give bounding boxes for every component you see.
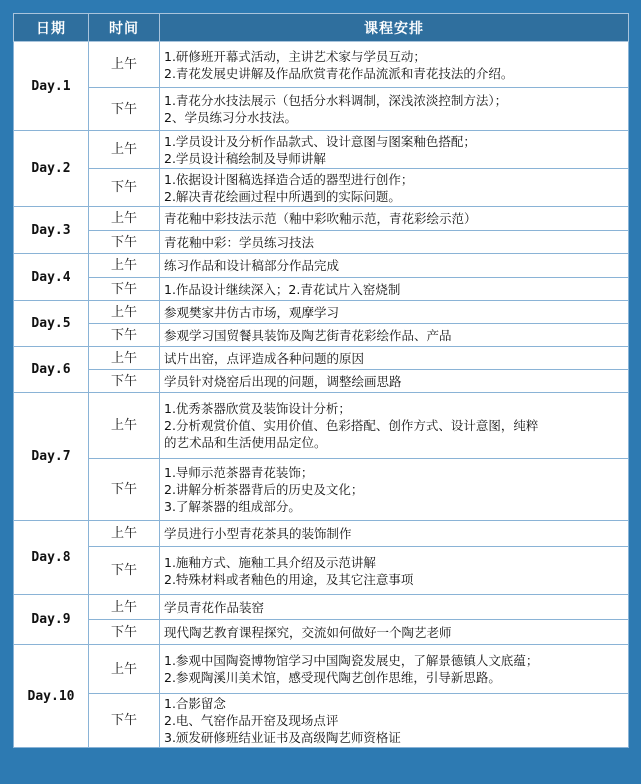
- plan-line: 1.作品设计继续深入；2.青花试片入窑烧制: [164, 281, 401, 297]
- plan-line: 1.参观中国陶瓷博物馆学习中国陶瓷发展史，了解景德镇人文底蕴；: [164, 653, 539, 668]
- day-label: Day.5: [14, 301, 89, 347]
- session-time: 下午: [89, 547, 160, 595]
- session-time: 上午: [89, 521, 160, 547]
- plan-line: 1.导师示范茶器青花装饰；: [164, 465, 314, 480]
- plan-line: 2.讲解分析茶器背后的历史及文化；: [164, 482, 364, 497]
- plan-line: 1.青花分水技法展示（包括分水料调制，深浅浓淡控制方法）；: [164, 93, 508, 108]
- session-plan: [160, 393, 629, 459]
- schedule-row: [14, 231, 629, 254]
- plan-line: 青花釉中彩技法示范（釉中彩吹釉示范，青花彩绘示范）: [164, 211, 477, 226]
- plan-line: 现代陶艺教育课程探究，交流如何做好一个陶艺老师: [164, 624, 452, 640]
- session-time: 下午: [89, 694, 160, 748]
- session-time: 上午: [89, 131, 160, 169]
- session-time: 上午: [89, 207, 160, 231]
- session-time: 上午: [89, 595, 160, 620]
- schedule-row: [14, 169, 629, 207]
- plan-line: 试片出窑，点评造成各种问题的原因: [164, 350, 365, 366]
- plan-line: 3.了解茶器的组成部分。: [164, 499, 301, 514]
- session-plan: [160, 645, 629, 694]
- schedule-row: [14, 595, 629, 620]
- session-time: 下午: [89, 231, 160, 254]
- schedule-row: [14, 131, 629, 169]
- schedule-row: [14, 393, 629, 459]
- day-label: Day.6: [14, 347, 89, 393]
- schedule-row: [14, 207, 629, 231]
- session-plan: [160, 254, 629, 278]
- schedule-row: [14, 347, 629, 370]
- day-label: Day.2: [14, 131, 89, 207]
- plan-line: 1.研修班开幕式活动，主讲艺术家与学员互动；: [164, 48, 426, 64]
- session-time: 上午: [89, 301, 160, 324]
- plan-line: 青花釉中彩：学员练习技法: [164, 234, 315, 250]
- plan-line: 参观樊家井仿古市场，观摩学习: [164, 304, 340, 320]
- session-plan: [160, 521, 629, 547]
- session-time: 上午: [89, 393, 160, 459]
- session-plan: [160, 207, 629, 231]
- plan-line: 学员青花作品装窑: [164, 599, 265, 615]
- session-time: 下午: [89, 620, 160, 645]
- schedule-row: [14, 547, 629, 595]
- schedule-row: [14, 694, 629, 748]
- header-date: 日期: [14, 14, 89, 42]
- schedule-body: [14, 42, 629, 748]
- schedule-row: [14, 254, 629, 278]
- session-plan: [160, 324, 629, 347]
- plan-line: 1.优秀茶器欣赏及装饰设计分析；: [164, 401, 351, 416]
- day-label: Day.3: [14, 207, 89, 254]
- session-plan: [160, 131, 629, 169]
- session-plan: [160, 347, 629, 370]
- plan-line: 1.合影留念: [164, 696, 226, 711]
- session-time: 上午: [89, 42, 160, 88]
- plan-line: 参观学习国贸餐具装饰及陶艺街青花彩绘作品、产品: [164, 327, 452, 343]
- plan-line: 学员进行小型青花茶具的装饰制作: [164, 526, 352, 541]
- session-plan: [160, 42, 629, 88]
- schedule-row: [14, 521, 629, 547]
- course-schedule-table: [13, 13, 629, 748]
- plan-line: 的艺术品和生活使用品定位。: [164, 435, 327, 450]
- plan-line: 1.依据设计图稿选择造合适的器型进行创作；: [164, 171, 414, 187]
- schedule-row: [14, 278, 629, 301]
- session-time: 下午: [89, 370, 160, 393]
- plan-line: 1.施釉方式、施釉工具介绍及示范讲解: [164, 554, 376, 570]
- plan-line: 学员针对烧窑后出现的问题，调整绘画思路: [164, 373, 402, 389]
- plan-line: 2.参观陶溪川美术馆，感受现代陶艺创作思维，引导新思路。: [164, 670, 501, 685]
- schedule-row: [14, 459, 629, 521]
- session-plan: [160, 620, 629, 645]
- session-plan: [160, 694, 629, 748]
- header-row: [14, 14, 629, 42]
- day-label: Day.9: [14, 595, 89, 645]
- header-plan: 课程安排: [160, 14, 629, 42]
- schedule-row: [14, 620, 629, 645]
- session-time: 下午: [89, 278, 160, 301]
- session-time: 上午: [89, 347, 160, 370]
- plan-line: 2.解决青花绘画过程中所遇到的实际问题。: [164, 188, 401, 204]
- schedule-row: [14, 370, 629, 393]
- day-label: Day.8: [14, 521, 89, 595]
- day-label: Day.7: [14, 393, 89, 521]
- plan-line: 3.颁发研修班结业证书及高级陶艺师资格证: [164, 730, 401, 745]
- session-plan: [160, 88, 629, 131]
- plan-line: 2.青花发展史讲解及作品欣赏青花作品流派和青花技法的介绍。: [164, 65, 514, 81]
- session-time: 下午: [89, 169, 160, 207]
- schedule-row: [14, 324, 629, 347]
- session-time: 下午: [89, 88, 160, 131]
- day-label: Day.1: [14, 42, 89, 131]
- schedule-row: [14, 88, 629, 131]
- session-time: 上午: [89, 645, 160, 694]
- schedule-row: [14, 42, 629, 88]
- header-time: 时间: [89, 14, 160, 42]
- plan-line: 2、学员练习分水技法。: [164, 110, 297, 125]
- plan-line: 2.分析观赏价值、实用价值、色彩搭配、创作方式、设计意图，纯粹: [164, 418, 539, 433]
- schedule-row: [14, 301, 629, 324]
- session-plan: [160, 169, 629, 207]
- plan-line: 2.特殊材料或者釉色的用途，及其它注意事项: [164, 571, 414, 587]
- session-plan: [160, 595, 629, 620]
- session-plan: [160, 370, 629, 393]
- plan-line: 练习作品和设计稿部分作品完成: [164, 258, 340, 273]
- day-label: Day.4: [14, 254, 89, 301]
- plan-line: 2.学员设计稿绘制及导师讲解: [164, 150, 326, 166]
- plan-line: 2.电、气窑作品开窑及现场点评: [164, 713, 339, 728]
- session-time: 上午: [89, 254, 160, 278]
- session-plan: [160, 459, 629, 521]
- session-time: 下午: [89, 324, 160, 347]
- session-plan: [160, 301, 629, 324]
- session-time: 下午: [89, 459, 160, 521]
- day-label: Day.10: [14, 645, 89, 748]
- session-plan: [160, 231, 629, 254]
- schedule-row: [14, 645, 629, 694]
- plan-line: 1.学员设计及分析作品款式、设计意图与图案釉色搭配；: [164, 133, 476, 149]
- session-plan: [160, 547, 629, 595]
- session-plan: [160, 278, 629, 301]
